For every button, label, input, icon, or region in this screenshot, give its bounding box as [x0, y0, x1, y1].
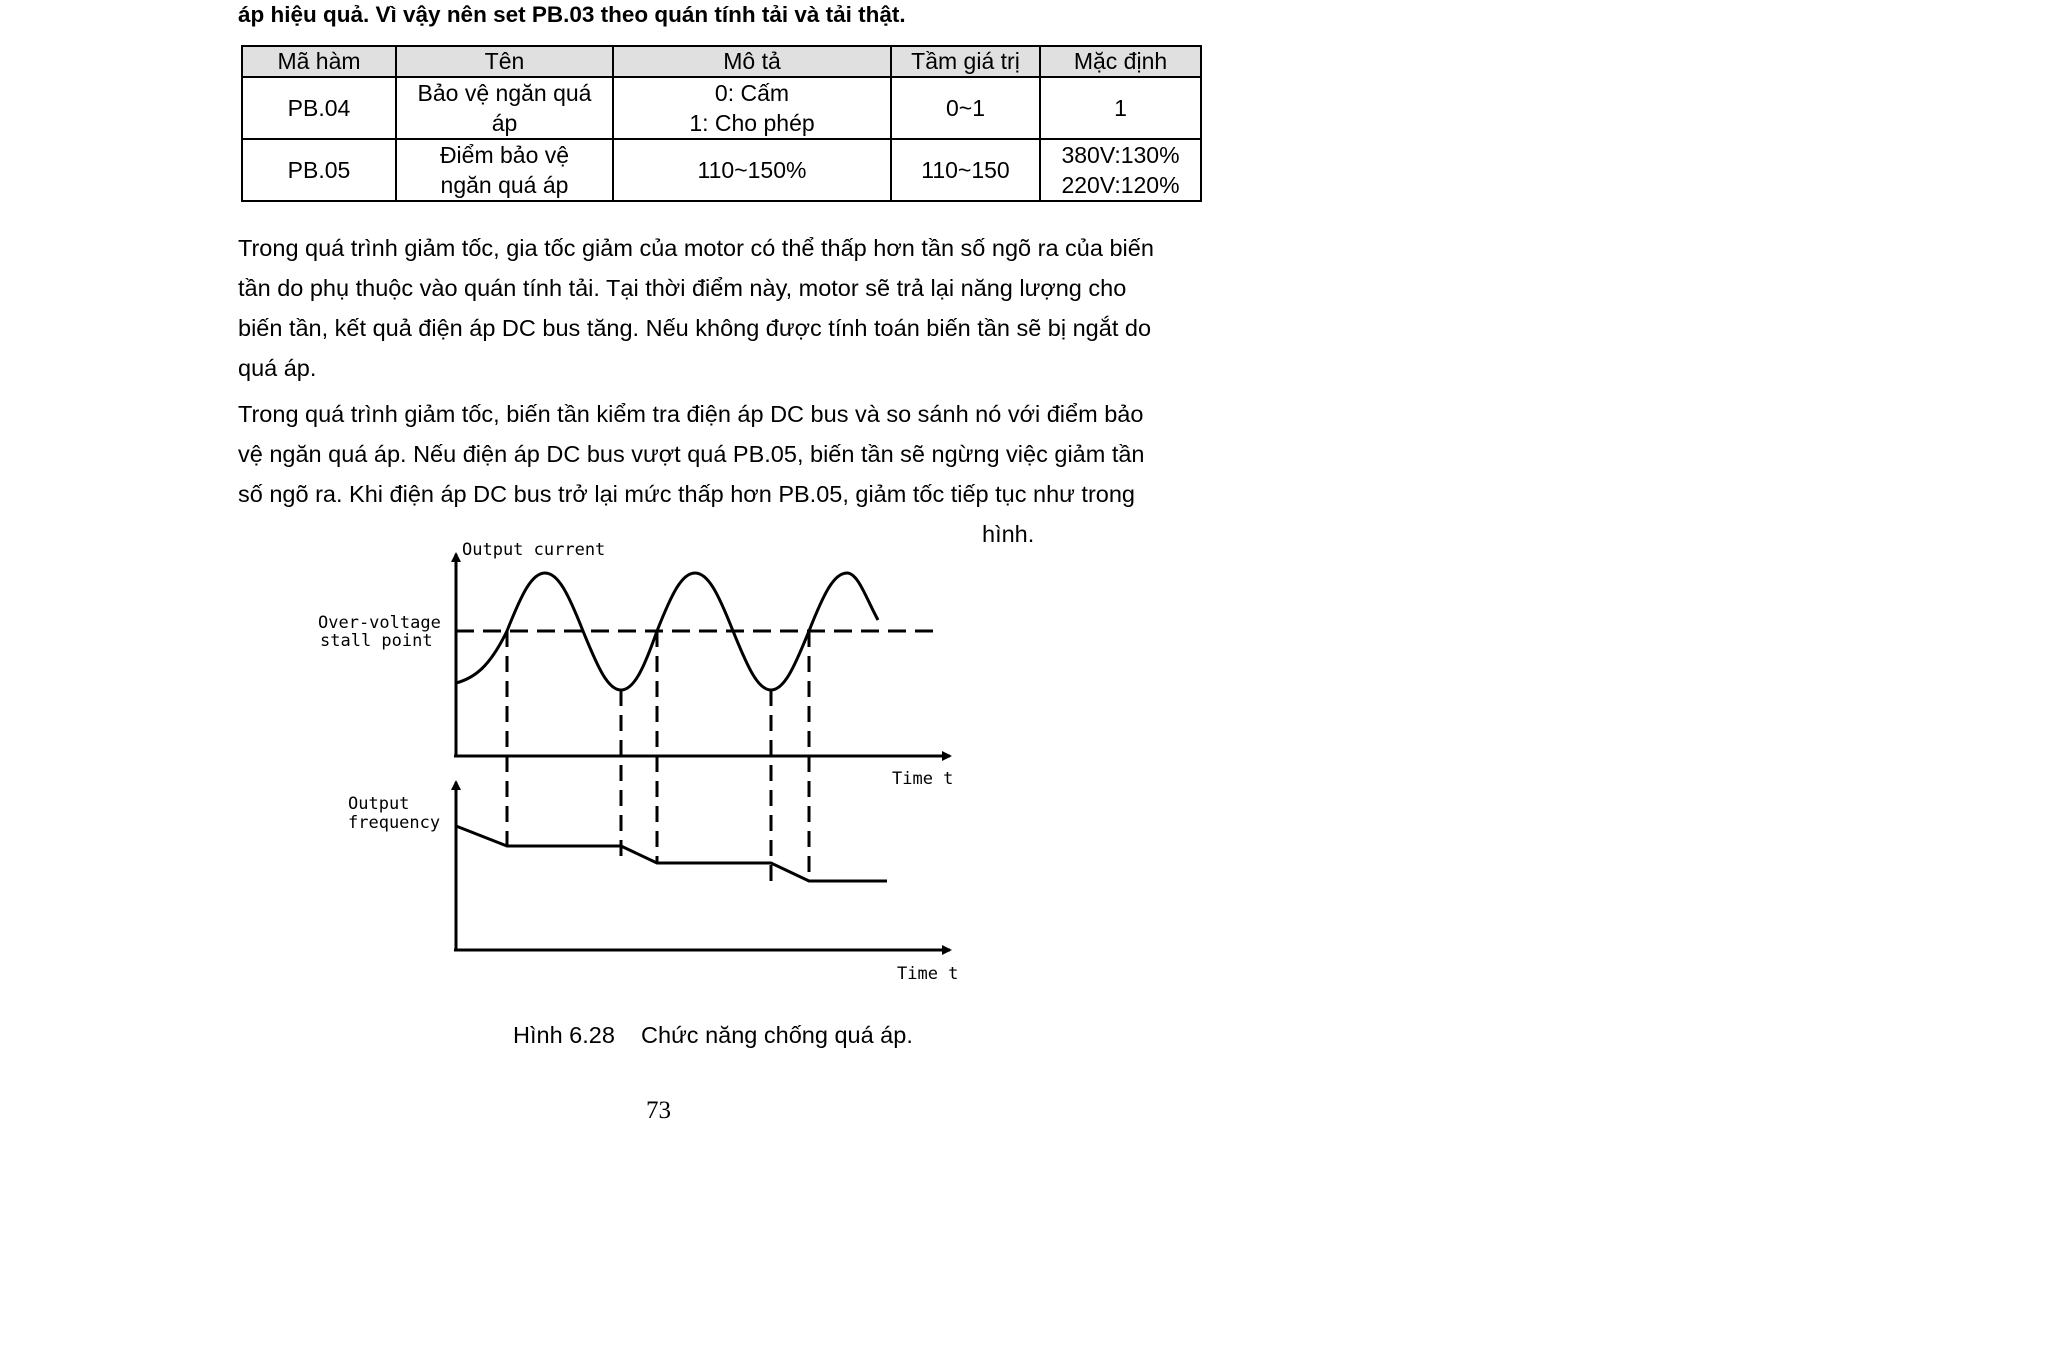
frequency-time-label: Time t [897, 964, 959, 984]
parameter-table [241, 45, 1202, 202]
cell-code: PB.05 [242, 139, 396, 201]
cell-description [613, 77, 891, 139]
cell-description [613, 139, 891, 201]
output-frequency-curve [456, 826, 887, 881]
cell-description-line: 1: Cho phép [689, 110, 815, 136]
page-number: 73 [646, 1097, 671, 1124]
cell-name-line: Điểm bảo vệ [439, 142, 570, 168]
paragraph-line: số ngõ ra. Khi điện áp DC bus trở lại mức thấp hơn PB.05, giảm tốc tiếp tục như trong [238, 481, 1135, 507]
header-description: Mô tả [613, 46, 891, 77]
paragraph-tail: hình. [982, 521, 1035, 547]
frequency-axis-label: Output [348, 794, 410, 814]
paragraph-2 [238, 394, 1145, 514]
table-row [242, 139, 1201, 201]
stall-point-label: stall point [320, 631, 433, 651]
paragraph-line: quá áp. [238, 355, 317, 381]
table-row [242, 77, 1201, 139]
cell-default [1040, 77, 1201, 139]
cell-name-line: ngăn quá áp [440, 172, 569, 198]
cell-code: PB.04 [242, 77, 396, 139]
cell-default-line: 380V:130% [1061, 142, 1180, 168]
table-header-row [242, 46, 1201, 77]
cell-default-line: 1 [1114, 95, 1127, 121]
header-code: Mã hàm [242, 46, 396, 77]
cell-range: 110~150 [891, 139, 1040, 201]
cell-name [396, 139, 613, 201]
paragraph-line: Trong quá trình giảm tốc, gia tốc giảm của motor có thể thấp hơn tần số ngõ ra của biến [238, 235, 1154, 261]
cell-description-line: 0: Cấm [714, 80, 790, 106]
intro-text: áp hiệu quả. Vì vậy nên set PB.03 theo quán tính tải và tải thật. [238, 2, 906, 27]
paragraph-line: biến tần, kết quả điện áp DC bus tăng. Nếu không được tính toán biến tần sẽ bị ngắt do [238, 315, 1152, 341]
overvoltage-stall-figure [300, 528, 980, 998]
cell-name-line: áp [491, 110, 518, 136]
frequency-axis-label: frequency [348, 813, 441, 833]
paragraph-line: vệ ngăn quá áp. Nếu điện áp DC bus vượt quá PB.05, biến tần sẽ ngừng việc giảm tần [238, 441, 1145, 467]
figure-caption: Hình 6.28 Chức năng chống quá áp. [513, 1022, 913, 1048]
paragraph-1 [238, 228, 1154, 388]
paragraph-line: tần do phụ thuộc vào quán tính tải. Tại thời điểm này, motor sẽ trả lại năng lượng cho [238, 275, 1127, 301]
cell-range: 0~1 [891, 77, 1040, 139]
cell-name-line: Bảo vệ ngăn quá [417, 80, 592, 106]
paragraph-line: Trong quá trình giảm tốc, biến tần kiểm tra điện áp DC bus và so sánh nó với điểm bảo [238, 401, 1144, 427]
current-axis-label: Output current [462, 540, 606, 560]
cell-default-line: 220V:120% [1061, 172, 1180, 198]
header-default: Mặc định [1040, 46, 1201, 77]
cell-name [396, 77, 613, 139]
current-time-label: Time t [892, 769, 954, 789]
cell-description-line: 110~150% [697, 157, 807, 183]
header-range: Tầm giá trị [891, 46, 1040, 77]
cell-default [1040, 139, 1201, 201]
header-name: Tên [396, 46, 613, 77]
stall-point-label: Over-voltage [318, 613, 441, 633]
